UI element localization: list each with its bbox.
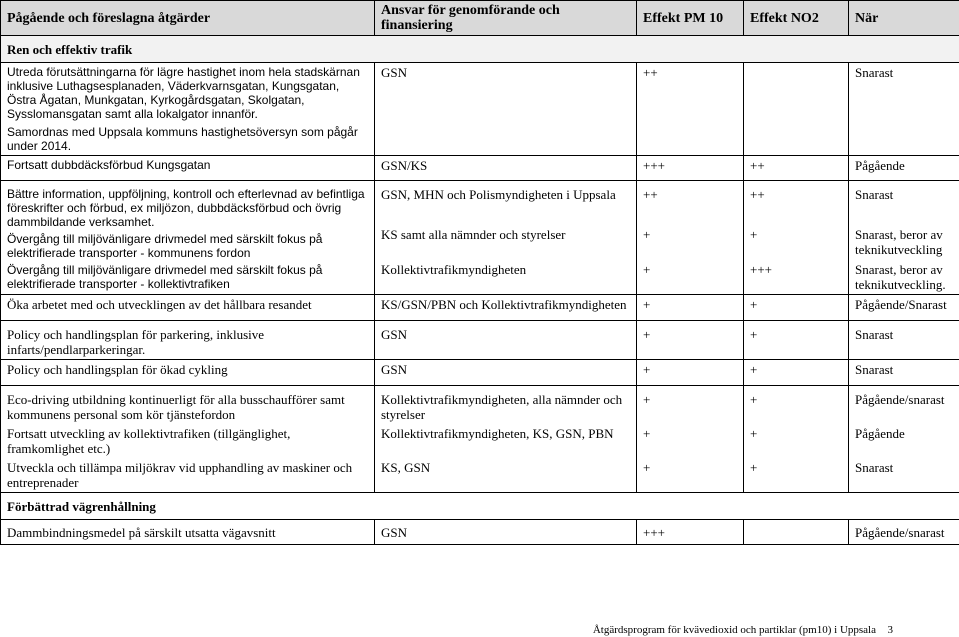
pm10-cell: + bbox=[637, 295, 744, 321]
action-text: Övergång till miljövänligare drivmedel med särskilt fokus på elektrifierade transporter - kommunens fordon bbox=[7, 232, 323, 260]
when-cell: Pågående bbox=[849, 156, 959, 181]
action-cell bbox=[1, 386, 375, 493]
header-no2: Effekt NO2 bbox=[744, 1, 849, 36]
no2-value: + bbox=[750, 227, 758, 242]
responsible-text: Kollektivtrafikmyndigheten, alla nämnder och styrelser bbox=[381, 392, 623, 422]
pm10-cell: +++ bbox=[637, 520, 744, 545]
action-cell bbox=[1, 181, 375, 295]
responsible-cell bbox=[375, 181, 637, 295]
responsible-text: KS samt alla nämnder och styrelser bbox=[381, 227, 566, 242]
action-text: Utveckla och tillämpa miljökrav vid upphandling av maskiner och entreprenader bbox=[7, 460, 353, 490]
when-cell: Pågående/snarast bbox=[849, 520, 959, 545]
action-text: Utreda förutsättningarna för lägre hastighet inom hela stadskärnan inklusive Luthagsesplanaden, Väderkvarnsgatan, Kungsgatan, Östra Ågatan, Munkgatan, Kyrkogårdsgatan, Skolgatan, Sysslomansgatan samt alla lokalgator innanför. bbox=[7, 65, 360, 121]
no2-value: + bbox=[750, 392, 758, 407]
pm10-cell bbox=[637, 181, 744, 295]
table-row bbox=[1, 386, 959, 493]
section-title: Ren och effektiv trafik bbox=[1, 36, 959, 63]
pm10-value: + bbox=[643, 227, 651, 242]
action-text: Eco-driving utbildning kontinuerligt för alla busschaufförer samt kommunens personal som kör tjänstefordon bbox=[7, 392, 345, 422]
table-header-row bbox=[1, 1, 959, 36]
action-cell bbox=[1, 63, 375, 156]
action-text: Öka arbetet med och utvecklingen av det hållbara resandet bbox=[7, 297, 312, 312]
pm10-cell: + bbox=[637, 321, 744, 360]
responsible-cell: GSN bbox=[375, 360, 637, 386]
action-text: Fortsatt dubbdäcksförbud Kungsgatan bbox=[7, 158, 211, 172]
no2-cell bbox=[744, 520, 849, 545]
table-row bbox=[1, 156, 959, 181]
responsible-cell: GSN bbox=[375, 321, 637, 360]
action-text: Övergång till miljövänligare drivmedel med särskilt fokus på elektrifierade transporter - kollektivtrafiken bbox=[7, 263, 323, 291]
when-value: Snarast bbox=[855, 460, 894, 475]
no2-value: ++ bbox=[750, 187, 765, 202]
responsible-text: Kollektivtrafikmyndigheten, KS, GSN, PBN bbox=[381, 426, 614, 441]
page-number: 3 bbox=[887, 624, 893, 636]
action-text: Bättre information, uppföljning, kontroll och efterlevnad av befintliga föreskrifter och förbud, ex miljözon, dubbdäcksförbud och övrig dammbildande verksamhet. bbox=[7, 187, 365, 229]
when-cell bbox=[849, 181, 959, 295]
action-cell bbox=[1, 360, 375, 386]
responsible-cell: KS/GSN/PBN och Kollektivtrafikmyndigheten bbox=[375, 295, 637, 321]
no2-cell bbox=[744, 386, 849, 493]
no2-cell: + bbox=[744, 295, 849, 321]
responsible-text: Kollektivtrafikmyndigheten bbox=[381, 262, 527, 277]
table-row bbox=[1, 63, 959, 156]
responsible-text: KS, GSN bbox=[381, 460, 431, 475]
when-cell: Snarast bbox=[849, 360, 959, 386]
when-value: Snarast, beror av teknikutveckling bbox=[855, 227, 943, 257]
when-value: Snarast, beror av teknikutveckling. bbox=[855, 262, 946, 292]
pm10-value: + bbox=[643, 460, 651, 475]
no2-cell bbox=[744, 181, 849, 295]
when-cell: Pågående/Snarast bbox=[849, 295, 959, 321]
section-title: Förbättrad vägrenhållning bbox=[1, 493, 959, 520]
table-row bbox=[1, 181, 959, 295]
when-cell: Snarast bbox=[849, 321, 959, 360]
responsible-cell: GSN bbox=[375, 520, 637, 545]
pm10-cell bbox=[637, 386, 744, 493]
when-value: Snarast bbox=[855, 187, 894, 202]
table-row bbox=[1, 520, 959, 545]
table-row bbox=[1, 295, 959, 321]
no2-cell: ++ bbox=[744, 156, 849, 181]
action-text: Policy och handlingsplan för ökad cykling bbox=[7, 362, 228, 377]
when-value: Pågående bbox=[855, 426, 905, 441]
when-cell: Snarast bbox=[849, 63, 959, 156]
action-cell bbox=[1, 295, 375, 321]
header-pm10: Effekt PM 10 bbox=[637, 1, 744, 36]
no2-cell bbox=[744, 63, 849, 156]
action-note: Samordnas med Uppsala kommuns hastighetsöversyn som pågår under 2014. bbox=[7, 125, 358, 153]
action-text: Fortsatt utveckling av kollektivtrafiken (tillgänglighet, framkomlighet etc.) bbox=[7, 426, 291, 456]
table-row bbox=[1, 360, 959, 386]
pm10-value: + bbox=[643, 426, 651, 441]
no2-cell: + bbox=[744, 321, 849, 360]
table-row bbox=[1, 321, 959, 360]
no2-value: + bbox=[750, 460, 758, 475]
pm10-value: + bbox=[643, 392, 651, 407]
section-row bbox=[1, 36, 959, 63]
header-when: När bbox=[849, 1, 959, 36]
pm10-cell: + bbox=[637, 360, 744, 386]
footer-text: Åtgärdsprogram för kvävedioxid och partiklar (pm10) i Uppsala bbox=[592, 624, 876, 636]
pm10-cell: ++ bbox=[637, 63, 744, 156]
header-responsible: Ansvar för genomförande och finansiering bbox=[375, 1, 637, 36]
action-cell: Dammbindningsmedel på särskilt utsatta vägavsnitt bbox=[1, 520, 375, 545]
when-value: Pågående/snarast bbox=[855, 392, 945, 407]
action-cell: Policy och handlingsplan för parkering, inklusive infarts/pendlarparkeringar. bbox=[1, 321, 375, 360]
no2-cell: + bbox=[744, 360, 849, 386]
responsible-cell bbox=[375, 386, 637, 493]
responsible-cell: GSN/KS bbox=[375, 156, 637, 181]
no2-value: + bbox=[750, 426, 758, 441]
page-footer bbox=[593, 624, 893, 636]
pm10-value: + bbox=[643, 262, 651, 277]
action-cell bbox=[1, 156, 375, 181]
when-cell bbox=[849, 386, 959, 493]
pm10-value: ++ bbox=[643, 187, 658, 202]
responsible-text: GSN, MHN och Polismyndigheten i Uppsala bbox=[381, 187, 616, 202]
section-row bbox=[1, 493, 959, 520]
no2-value: +++ bbox=[750, 262, 772, 277]
header-measures: Pågående och föreslagna åtgärder bbox=[1, 1, 375, 36]
pm10-cell: +++ bbox=[637, 156, 744, 181]
responsible-cell: GSN bbox=[375, 63, 637, 156]
